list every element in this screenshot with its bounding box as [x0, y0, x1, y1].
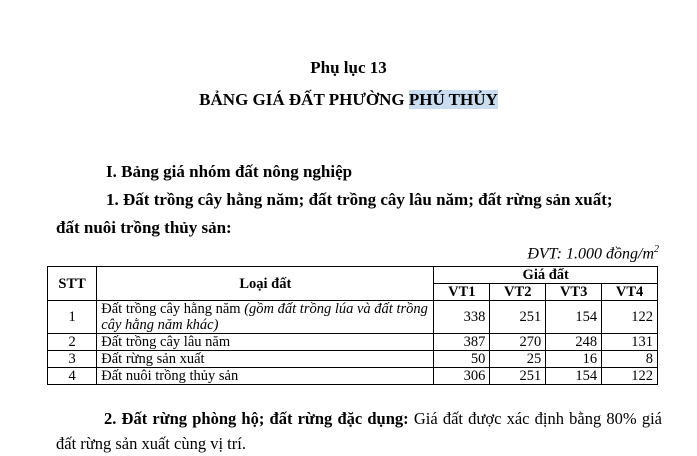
table-row: [48, 334, 658, 351]
cell-stt: 1: [48, 301, 97, 334]
unit-sup: 2: [654, 244, 659, 255]
section2-paragraph: [56, 406, 662, 456]
header-vt4: VT4: [602, 284, 658, 301]
section2-text: Giá đất được xác định bằng 80% giá đất rừng sản xuất cùng vị trí.: [56, 409, 662, 453]
header-vt3: VT3: [546, 284, 602, 301]
cell-stt: 4: [48, 368, 97, 385]
cell-vt2: 251: [490, 368, 546, 385]
unit-text: ĐVT: 1.000 đồng/m: [527, 245, 654, 263]
cell-vt1: 387: [434, 334, 490, 351]
cell-type: Đất nuôi trồng thủy sản: [97, 368, 434, 385]
cell-vt1: 306: [434, 368, 490, 385]
header-vt2: VT2: [490, 284, 546, 301]
cell-vt4: 8: [602, 351, 658, 368]
cell-type-note: (gồm đất trồng lúa và đất trồng cây hằng năm khác): [101, 301, 428, 333]
header-type: Loại đất: [97, 267, 434, 301]
price-table: [47, 266, 658, 385]
unit-label: [527, 244, 659, 263]
cell-vt3: 248: [546, 334, 602, 351]
subsection-heading-line1: 1. Đất trồng cây hằng năm; đất trồng cây lâu năm; đất rừng sản xuất;: [106, 190, 613, 209]
cell-type-name: Đất trồng cây hằng năm: [101, 301, 245, 317]
section2-heading: 2. Đất rừng phòng hộ; đất rừng đặc dụng:: [104, 409, 409, 428]
title-highlight: PHÚ THỦY: [408, 90, 498, 109]
header-price: Giá đất: [434, 267, 658, 284]
cell-vt4: 122: [602, 368, 658, 385]
title-prefix: BẢNG GIÁ ĐẤT PHƯỜNG: [199, 90, 409, 109]
cell-vt4: 131: [602, 334, 658, 351]
cell-vt3: 154: [546, 368, 602, 385]
cell-type: [97, 301, 434, 334]
section-heading: I. Bảng giá nhóm đất nông nghiệp: [106, 162, 353, 181]
cell-vt3: 154: [546, 301, 602, 334]
cell-stt: 2: [48, 334, 97, 351]
cell-vt2: 251: [490, 301, 546, 334]
cell-vt2: 270: [490, 334, 546, 351]
table-row: [48, 351, 658, 368]
page-title: [0, 90, 697, 110]
cell-type: Đất rừng sản xuất: [97, 351, 434, 368]
appendix-label: Phụ lục 13: [310, 58, 387, 77]
cell-stt: 3: [48, 351, 97, 368]
header-stt: STT: [48, 267, 97, 301]
cell-vt2: 25: [490, 351, 546, 368]
subsection-heading-line2: đất nuôi trồng thủy sản:: [56, 218, 232, 237]
header-vt1: VT1: [434, 284, 490, 301]
table-row: [48, 368, 658, 385]
cell-vt4: 122: [602, 301, 658, 334]
cell-vt3: 16: [546, 351, 602, 368]
cell-vt1: 50: [434, 351, 490, 368]
cell-vt1: 338: [434, 301, 490, 334]
table-row: [48, 301, 658, 334]
cell-type: Đất trồng cây lâu năm: [97, 334, 434, 351]
